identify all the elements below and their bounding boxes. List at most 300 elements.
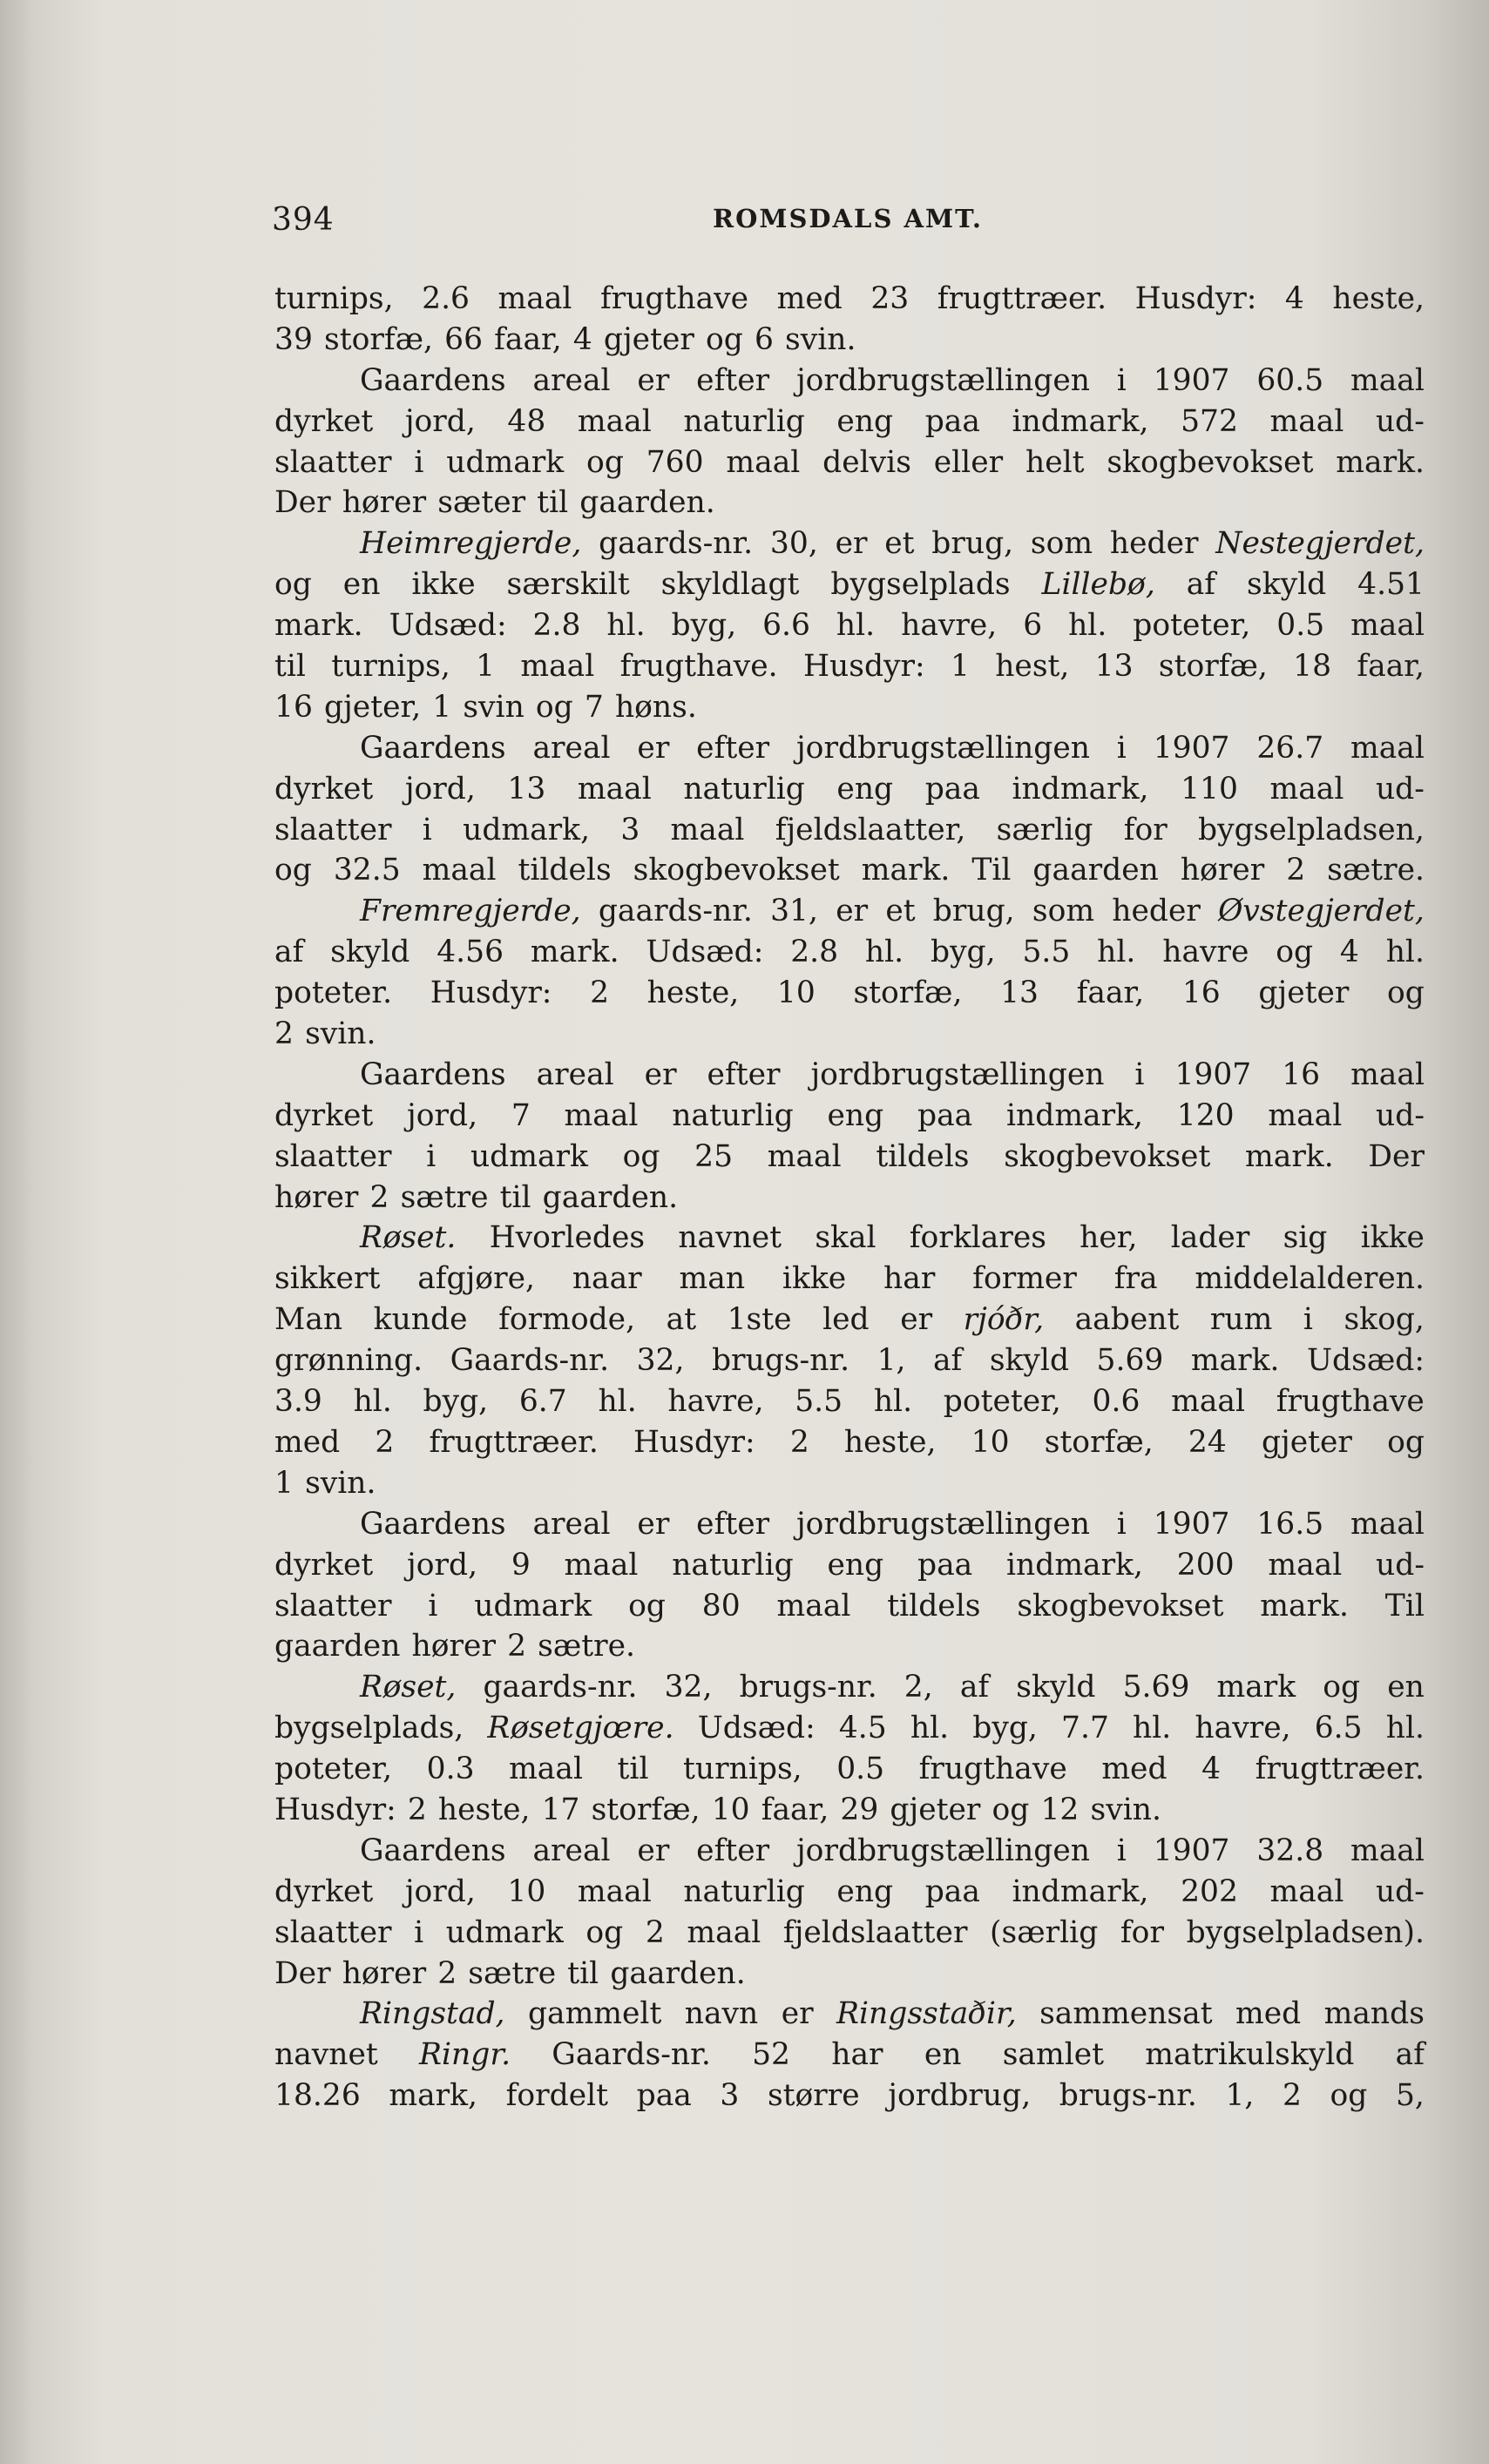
word: brugs-nr. — [1059, 2078, 1197, 2114]
text-line — [274, 646, 1425, 687]
word: til — [617, 1752, 649, 1787]
word: 16 — [1282, 1056, 1321, 1092]
word: naar — [572, 1261, 642, 1297]
word: turnips, — [683, 1752, 802, 1787]
word: eng — [836, 1873, 894, 1909]
word: faar, — [761, 1792, 829, 1827]
word: 1907 — [1153, 362, 1230, 398]
word: 60.5 — [1256, 362, 1324, 398]
word: 0.5 — [836, 1752, 885, 1787]
word: forklares — [909, 1220, 1046, 1256]
word: matrikulskyld — [1145, 2037, 1355, 2073]
word: med — [274, 1424, 341, 1460]
word: maal — [1269, 771, 1344, 807]
word: til — [567, 1955, 599, 1991]
word: frugthave. — [619, 649, 778, 685]
word: og — [992, 1792, 1030, 1827]
word: Man — [274, 1302, 343, 1338]
word: 3 — [620, 812, 640, 847]
word: gjeter — [1258, 975, 1350, 1011]
word: slaatter — [274, 1588, 392, 1624]
word: gaards-nr. — [598, 894, 753, 929]
word: for — [1123, 812, 1168, 847]
word: brug, — [932, 894, 1015, 929]
word: Der — [274, 485, 331, 521]
word: frugttræer. — [937, 281, 1107, 316]
word: naturlig — [683, 771, 805, 807]
word: 120 — [1176, 1097, 1235, 1133]
text-line — [274, 1055, 1425, 1096]
word: led — [822, 1302, 870, 1338]
word: maal — [726, 444, 801, 480]
text-line — [274, 1178, 1425, 1218]
word: naturlig — [672, 1547, 794, 1583]
word: 4.5 — [838, 1711, 887, 1746]
word: turnips, — [331, 649, 450, 685]
word: svin. — [785, 321, 856, 357]
text-line — [274, 1913, 1425, 1954]
word: 2 — [590, 975, 610, 1011]
word: storfæ, — [324, 321, 434, 357]
word: poteter. — [274, 975, 393, 1011]
word: i — [1116, 730, 1127, 766]
word: Gaardens — [360, 1833, 506, 1868]
word: 202 — [1181, 1873, 1238, 1909]
word: mark. — [1190, 1343, 1280, 1379]
word: er — [900, 1302, 933, 1338]
word: heste, — [1332, 281, 1425, 316]
text-line — [274, 279, 1425, 320]
word: areal — [532, 1506, 611, 1542]
body-text — [274, 279, 1425, 2116]
word: maal — [577, 403, 652, 439]
word: hører — [1180, 853, 1265, 888]
word: 5, — [1395, 2078, 1425, 2114]
word: 31, — [770, 894, 818, 929]
word: paa — [636, 2078, 692, 2114]
word: Husdyr: — [1134, 281, 1257, 316]
word: (særlig — [990, 1914, 1099, 1950]
word: 3.9 — [274, 1384, 322, 1420]
word: svin — [463, 689, 525, 725]
word: 572 — [1181, 403, 1238, 439]
word: eng — [836, 403, 894, 439]
page-header — [272, 199, 1431, 251]
word: udmark — [474, 1588, 592, 1624]
word: poteter, — [1133, 608, 1251, 644]
word: 5.5 — [1022, 935, 1071, 970]
word: 2.6 — [422, 281, 470, 316]
word: turnips, — [274, 281, 394, 316]
text-line — [274, 1422, 1425, 1463]
word: areal — [536, 1056, 614, 1092]
word: 2 — [1286, 853, 1306, 888]
word: former — [972, 1261, 1077, 1297]
word: 48 — [507, 403, 546, 439]
word: 2.8 — [532, 608, 581, 644]
word: eng — [827, 1547, 884, 1583]
word: maal — [767, 1138, 842, 1174]
word: er — [836, 894, 869, 929]
word: 32, — [664, 1670, 713, 1705]
word: udmark — [445, 1914, 564, 1950]
word: dyrket — [274, 1097, 374, 1133]
word: sammensat — [1039, 1996, 1213, 2032]
text-line — [274, 850, 1425, 891]
word: 2.8 — [790, 935, 839, 970]
word: middelalderen. — [1195, 1261, 1425, 1297]
text-line — [274, 564, 1425, 605]
word: mands — [1323, 1996, 1425, 2032]
text-line — [274, 1340, 1425, 1381]
word: Udsæd: — [1306, 1343, 1425, 1379]
word: man — [679, 1261, 746, 1297]
word: gaarden — [274, 1629, 401, 1664]
word: 4 — [1201, 1752, 1222, 1787]
word: skogbevokset — [1004, 1138, 1211, 1174]
text-line — [274, 1463, 1425, 1504]
word: og — [628, 1588, 666, 1624]
word: Der — [1368, 1138, 1425, 1174]
word: maal — [1350, 608, 1425, 644]
text-line — [274, 1790, 1425, 1831]
word: hl. — [606, 608, 646, 644]
word: bygselpladsen, — [1198, 812, 1425, 847]
word: og — [274, 567, 312, 603]
word: 1907 — [1174, 1056, 1252, 1092]
word: jord, — [404, 1873, 476, 1909]
word: gjeter — [1261, 1424, 1352, 1460]
word: 2 — [274, 1016, 294, 1052]
word: aabent — [1074, 1302, 1180, 1338]
word: hest, — [995, 649, 1070, 685]
word: heste, — [843, 1424, 937, 1460]
word: og — [1276, 935, 1314, 970]
word: Husdyr: — [274, 1792, 396, 1827]
word: er — [781, 1996, 814, 2032]
text-line — [274, 605, 1425, 646]
word: 29 — [840, 1792, 879, 1827]
word: og — [1387, 1424, 1425, 1460]
word: i — [1303, 1302, 1313, 1338]
word: rjóðr, — [963, 1302, 1045, 1338]
word: hl. — [353, 1384, 392, 1420]
word: 13 — [507, 771, 546, 807]
word: 4.51 — [1357, 567, 1425, 603]
word: bygselpladsen). — [1186, 1914, 1425, 1950]
word: eng — [827, 1097, 884, 1133]
word: hl. — [910, 1711, 950, 1746]
word: 3 — [720, 2078, 740, 2114]
text-line — [274, 1667, 1425, 1708]
word: ud- — [1376, 1547, 1425, 1583]
word: byg, — [972, 1711, 1038, 1746]
word: har — [883, 1261, 936, 1297]
word: jordbrug, — [888, 2078, 1032, 2114]
word: samlet — [1002, 2037, 1105, 2073]
word: byg, — [671, 608, 737, 644]
word: tildels — [518, 853, 612, 888]
word: hl. — [1097, 935, 1136, 970]
word: skal — [815, 1220, 876, 1256]
word: til — [274, 649, 306, 685]
word: og — [622, 1138, 660, 1174]
word: 26.7 — [1256, 730, 1324, 766]
text-line — [274, 687, 1425, 728]
word: Røsetgjœre. — [487, 1711, 674, 1746]
word: er — [637, 730, 670, 766]
word: eller — [933, 444, 1004, 480]
word: af — [932, 1343, 963, 1379]
word: Gaardens — [360, 362, 506, 398]
word: i — [426, 1138, 437, 1174]
word: hører — [342, 1955, 427, 1991]
word: og — [1330, 2078, 1368, 2114]
word: Øvstegjerdet, — [1218, 894, 1425, 929]
word: 6 — [1023, 608, 1043, 644]
word: og — [274, 853, 312, 888]
word: sætre. — [1327, 853, 1425, 888]
word: skog, — [1343, 1302, 1425, 1338]
word: 0.5 — [1276, 608, 1325, 644]
word: Heimregjerde, — [360, 526, 582, 562]
word: brugs-nr. — [739, 1670, 877, 1705]
word: af — [1186, 567, 1216, 603]
word: maal — [1350, 1833, 1425, 1868]
word: i — [1134, 1056, 1145, 1092]
word: 18.26 — [274, 2078, 361, 2114]
word: navn — [684, 1996, 759, 2032]
word: Til — [971, 853, 1012, 888]
word: paa — [917, 1547, 973, 1583]
word: indmark, — [1012, 771, 1149, 807]
word: gjeter, — [324, 689, 422, 725]
word: 4 — [1284, 281, 1304, 316]
word: og — [585, 1914, 624, 1950]
word: maal — [422, 853, 497, 888]
text-line — [274, 483, 1425, 523]
word: maal — [1269, 403, 1344, 439]
word: sætre — [400, 1179, 489, 1215]
word: rum — [1209, 1302, 1273, 1338]
word: 24 — [1188, 1424, 1227, 1460]
word: 1, — [876, 1343, 906, 1379]
word: hl. — [873, 1384, 913, 1420]
word: 6.7 — [518, 1384, 567, 1420]
text-line — [274, 1872, 1425, 1913]
word: tildels — [887, 1588, 981, 1624]
word: maal — [687, 1914, 761, 1950]
word: som — [1030, 526, 1093, 562]
word: byg, — [423, 1384, 489, 1420]
word: 2 — [375, 1424, 395, 1460]
word: formode, — [498, 1302, 636, 1338]
word: jordbrugstællingen — [810, 1056, 1105, 1092]
word: Gaardens — [360, 1056, 506, 1092]
word: maal — [1269, 1873, 1344, 1909]
word: maal — [1171, 1384, 1246, 1420]
word: 32.8 — [1256, 1833, 1324, 1868]
word: skyld — [1016, 1670, 1096, 1705]
word: og — [535, 689, 573, 725]
word: ikke — [411, 567, 476, 603]
word: som — [1032, 894, 1095, 929]
word: svin. — [305, 1016, 376, 1052]
word: gaarden — [1032, 853, 1159, 888]
word: er — [637, 1506, 670, 1542]
word: udmark, — [463, 812, 591, 847]
word: 16 — [1181, 975, 1221, 1011]
word: maal — [1350, 1506, 1425, 1542]
word: slaatter — [274, 1138, 392, 1174]
word: storfæ, — [1044, 1424, 1154, 1460]
word: 32, — [636, 1343, 685, 1379]
word: 80 — [701, 1588, 741, 1624]
word: frugttræer. — [1255, 1752, 1425, 1787]
page-number: 394 — [272, 202, 335, 238]
word: 52 — [752, 2037, 790, 2073]
word: 2, — [904, 1670, 933, 1705]
word: i — [1116, 1833, 1127, 1868]
word: særlig — [996, 812, 1093, 847]
word: navnet — [678, 1220, 782, 1256]
word: 32.5 — [333, 853, 401, 888]
word: af — [959, 1670, 990, 1705]
word: havre, — [667, 1384, 764, 1420]
word: skyld — [330, 935, 410, 970]
word: maal — [1350, 730, 1425, 766]
word: Udsæd: — [697, 1711, 816, 1746]
word: slaatter — [274, 444, 392, 480]
word: afgjøre, — [417, 1261, 535, 1297]
word: maal — [1268, 1547, 1343, 1583]
word: mark, — [389, 2078, 478, 2114]
word: udmark — [446, 444, 565, 480]
word: havre, — [901, 608, 998, 644]
word: Gaardens — [360, 1506, 506, 1542]
word: maal — [497, 281, 572, 316]
word: Husdyr: — [430, 975, 552, 1011]
word: heder — [1112, 894, 1201, 929]
word: gaards-nr. — [483, 1670, 638, 1705]
word: en — [924, 2037, 962, 2073]
text-line — [274, 932, 1425, 973]
word: gaards-nr. — [599, 526, 754, 562]
word: til — [537, 485, 569, 521]
word: 10 — [971, 1424, 1010, 1460]
word: frugthave — [599, 281, 749, 316]
word: Lillebø, — [1041, 567, 1155, 603]
word: jord, — [407, 1097, 478, 1133]
word: 6.6 — [762, 608, 810, 644]
word: helt — [1025, 444, 1085, 480]
word: 1907 — [1153, 1833, 1230, 1868]
text-line — [274, 728, 1425, 769]
word: og — [1323, 1670, 1361, 1705]
word: hl. — [864, 935, 904, 970]
word: 10 — [776, 975, 816, 1011]
word: slaatter — [274, 1914, 392, 1950]
word: sætre — [468, 1955, 557, 1991]
word: skyld — [1247, 567, 1327, 603]
word: heste, — [646, 975, 740, 1011]
word: 5.5 — [795, 1384, 843, 1420]
text-line — [274, 1994, 1425, 2035]
word: af — [1395, 2037, 1425, 2073]
word: ud- — [1375, 1873, 1425, 1909]
word: bygselplads, — [274, 1711, 464, 1746]
word: 4.56 — [437, 935, 504, 970]
word: Fremregjerde, — [360, 894, 581, 929]
word: storfæ, — [1158, 649, 1268, 685]
word: brug, — [931, 526, 1014, 562]
word: 110 — [1181, 771, 1238, 807]
word: fjeldslaatter, — [775, 812, 966, 847]
word: maal — [1268, 1097, 1343, 1133]
running-head: ROMSDALS AMT. — [713, 204, 984, 233]
word: 7 — [584, 689, 604, 725]
word: 4 — [1339, 935, 1359, 970]
word: navnet — [274, 2037, 378, 2073]
word: 1 — [476, 649, 496, 685]
word: faar, — [1357, 649, 1425, 685]
word: sætre. — [538, 1629, 635, 1664]
word: 39 — [274, 321, 313, 357]
word: Gaards-nr. — [552, 2037, 711, 2073]
word: delvis — [822, 444, 911, 480]
text-line — [274, 1259, 1425, 1300]
word: 13 — [1094, 649, 1134, 685]
word: areal — [532, 1833, 611, 1868]
word: her, — [1080, 1220, 1138, 1256]
word: heder — [1109, 526, 1199, 562]
text-line — [274, 1096, 1425, 1137]
word: indmark, — [1005, 1547, 1143, 1583]
word: frugttræer. — [429, 1424, 599, 1460]
text-line — [274, 523, 1425, 564]
word: for — [1120, 1914, 1164, 1950]
word: sikkert — [274, 1261, 381, 1297]
word: skogbevokset — [633, 853, 840, 888]
word: paa — [924, 403, 980, 439]
word: 4 — [572, 321, 592, 357]
word: en — [1387, 1670, 1425, 1705]
word: og — [586, 444, 624, 480]
text-line — [274, 361, 1425, 402]
word: maal — [520, 649, 595, 685]
word: byg, — [930, 935, 996, 970]
word: hl. — [1133, 1711, 1172, 1746]
text-line — [274, 2076, 1425, 2116]
word: med — [1235, 1996, 1302, 2032]
word: 5.69 — [1096, 1343, 1164, 1379]
word: et — [884, 526, 915, 562]
word: hører — [411, 1629, 496, 1664]
word: Ringsstaðir, — [836, 1996, 1017, 2032]
word: Gaards-nr. — [450, 1343, 610, 1379]
word: er — [637, 362, 670, 398]
word: med — [1101, 1752, 1168, 1787]
word: storfæ, — [591, 1792, 701, 1827]
word: hører — [342, 485, 427, 521]
word: er — [644, 1056, 677, 1092]
word: er — [835, 526, 868, 562]
word: jordbrugstællingen — [795, 1833, 1090, 1868]
text-line — [274, 1954, 1425, 1995]
word: grønning. — [274, 1343, 423, 1379]
word: jordbrugstællingen — [795, 362, 1090, 398]
text-line — [274, 402, 1425, 442]
